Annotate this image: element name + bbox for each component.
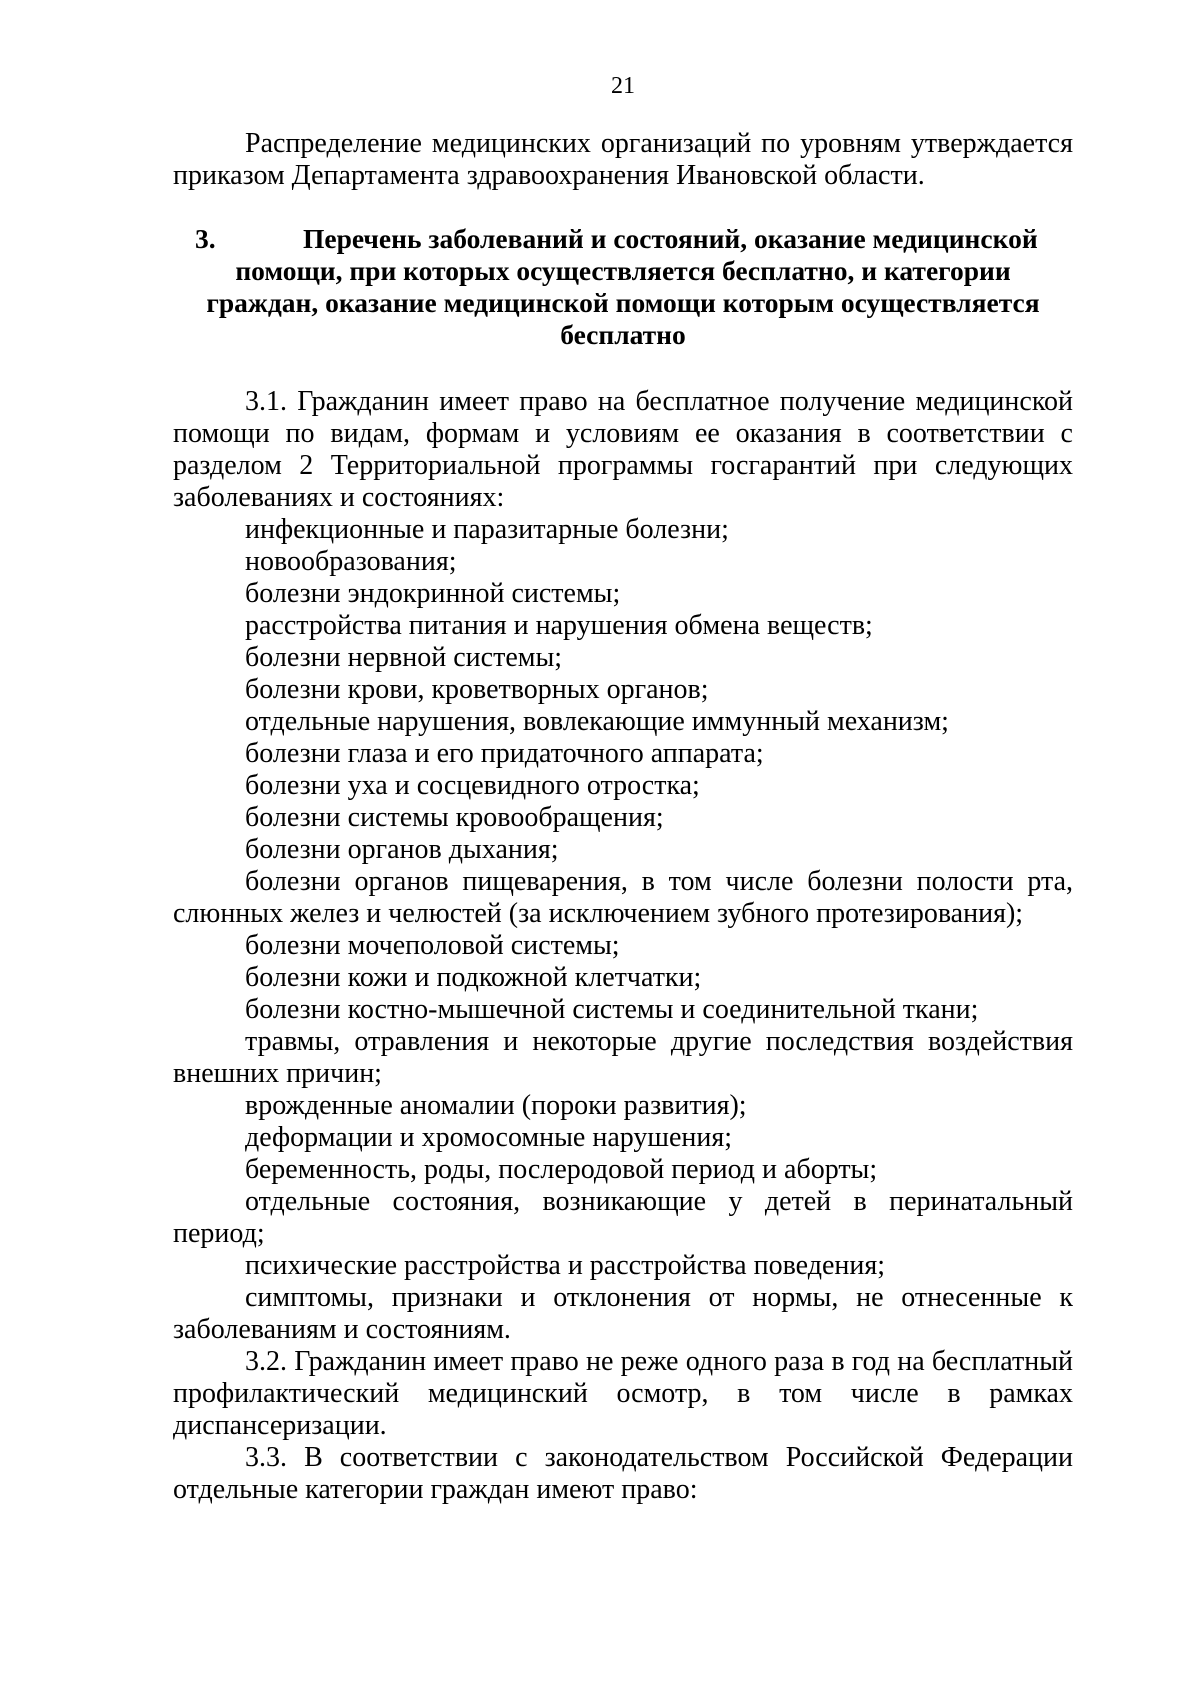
list-item: болезни эндокринной системы;: [245, 578, 621, 609]
list-item: болезни органов пищеварения, в том числе болезни полости рта, слюнных желез и челюстей (за исключением зубного протезирования);: [173, 866, 1073, 929]
section-body: [173, 386, 1073, 1506]
list-item: беременность, роды, послеродовой период и аборты;: [245, 1154, 878, 1185]
page-number: 21: [611, 73, 635, 99]
list-item: травмы, отравления и некоторые другие последствия воздействия внешних причин;: [173, 1026, 1073, 1089]
list-item: болезни системы кровообращения;: [245, 802, 664, 833]
list-item: болезни крови, кроветворных органов;: [245, 674, 709, 705]
list-item: врожденные аномалии (пороки развития);: [245, 1090, 747, 1121]
list-item: расстройства питания и нарушения обмена веществ;: [245, 610, 873, 641]
list-item: отдельные состояния, возникающие у детей в перинатальный период;: [173, 1186, 1073, 1249]
list-item: болезни глаза и его придаточного аппарата;: [245, 738, 764, 769]
list-item: деформации и хромосомные нарушения;: [245, 1122, 733, 1153]
list-item: болезни костно-мышечной системы и соединительной ткани;: [245, 994, 979, 1025]
paragraph-3-2: 3.2. Гражданин имеет право не реже одного раза в год на бесплатный профилактический медицинский осмотр, в том числе в рамках диспансеризации.: [173, 1346, 1073, 1441]
intro-paragraph: Распределение медицинских организаций по уровням утверждается приказом Департамента здравоохранения Ивановской области.: [173, 128, 1073, 191]
list-item: болезни нервной системы;: [245, 642, 563, 673]
paragraph-3-3: 3.3. В соответствии с законодательством Российской Федерации отдельные категории граждан имеют право:: [173, 1442, 1073, 1505]
list-item: психические расстройства и расстройства поведения;: [245, 1250, 885, 1281]
list-item: симптомы, признаки и отклонения от нормы, не отнесенные к заболеваниям и состояниям.: [173, 1282, 1073, 1345]
list-item: болезни кожи и подкожной клетчатки;: [245, 962, 702, 993]
list-item: инфекционные и паразитарные болезни;: [245, 514, 729, 545]
list-item: болезни уха и сосцевидного отростка;: [245, 770, 700, 801]
list-item: болезни органов дыхания;: [245, 834, 559, 865]
paragraph-3-1: 3.1. Гражданин имеет право на бесплатное получение медицинской помощи по видам, формам и условиям ее оказания в соответствии с разделом 2 Территориальной программы госгарантий при следующих заболеваниях и состояниях:: [173, 386, 1073, 513]
section-title-line: бесплатно: [560, 319, 686, 350]
section-title-line: помощи, при которых осуществляется бесплатно, и категории: [235, 255, 1011, 286]
section-heading: [173, 223, 1073, 351]
section-title-line: Перечень заболеваний и состояний, оказание медицинской: [303, 223, 1038, 254]
list-item: болезни мочеполовой системы;: [245, 930, 620, 961]
section-title-line: граждан, оказание медицинской помощи которым осуществляется: [206, 287, 1040, 318]
list-item: отдельные нарушения, вовлекающие иммунный механизм;: [245, 706, 949, 737]
conditions-list: [173, 514, 1073, 1346]
section-number: 3.: [195, 223, 216, 254]
list-item: новообразования;: [245, 546, 457, 577]
